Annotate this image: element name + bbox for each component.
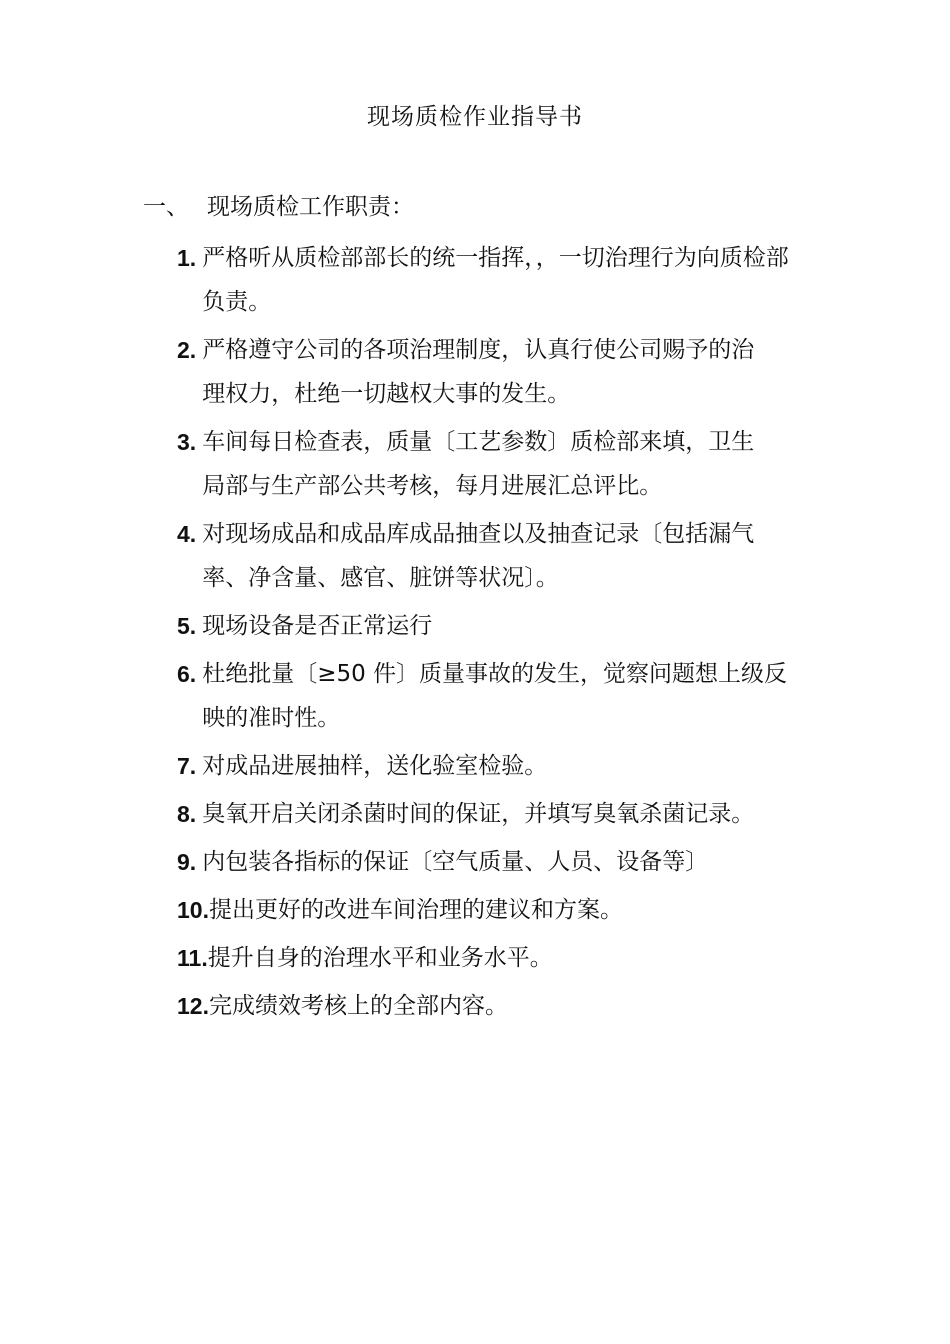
list-item xyxy=(177,328,817,416)
item-number: 7. xyxy=(177,753,197,779)
item-number: 9. xyxy=(177,849,197,875)
list-item xyxy=(177,888,817,932)
item-text: 提出更好的改进车间治理的建议和方案。 xyxy=(208,897,623,923)
item-text: 臭氧开启关闭杀菌时间的保证，并填写臭氧杀菌记录。 xyxy=(202,801,755,827)
list-item xyxy=(177,604,817,648)
item-text: 完成绩效考核上的全部内容。 xyxy=(208,993,508,1019)
list-item xyxy=(177,744,817,788)
list-item xyxy=(177,984,817,1028)
list-item xyxy=(177,840,817,884)
item-number: 2. xyxy=(177,337,197,363)
item-text: 提升自身的治理水平和业务水平。 xyxy=(207,945,553,971)
item-number: 1. xyxy=(177,245,197,271)
section-number: 一、 xyxy=(143,194,189,220)
item-number: 11. xyxy=(177,945,208,971)
list-item xyxy=(177,420,817,508)
item-number: 3. xyxy=(177,429,197,455)
item-number: 8. xyxy=(177,801,197,827)
list-item xyxy=(177,936,817,980)
duty-list xyxy=(177,236,817,1032)
item-text: 车间每日检查表，质量〔工艺参数〕质检部来填，卫生局部与生产部公共考核，每月进展汇总评比。 xyxy=(202,429,755,499)
item-number: 5. xyxy=(177,613,197,639)
list-item xyxy=(177,512,817,600)
item-text: 现场设备是否正常运行 xyxy=(202,613,433,639)
item-text: 对现场成品和成品库成品抽查以及抽查记录〔包括漏气率、净含量、感官、脏饼等状况〕。 xyxy=(202,521,755,591)
item-number: 10. xyxy=(177,897,209,923)
list-item xyxy=(177,792,817,836)
section-title: 现场质检工作职责： xyxy=(207,194,414,220)
item-text: 严格听从质检部部长的统一指挥，，一切治理行为向质检部负责。 xyxy=(202,245,789,315)
item-text: 杜绝批量〔≥50 件〕质量事故的发生，觉察问题想上级反映的准时性。 xyxy=(202,661,788,731)
document-title: 现场质检作业指导书 xyxy=(367,104,583,130)
list-item xyxy=(177,652,817,740)
item-number: 6. xyxy=(177,661,197,687)
item-number: 4. xyxy=(177,521,197,547)
list-item xyxy=(177,236,817,324)
item-text: 严格遵守公司的各项治理制度，认真行使公司赐予的治理权力，杜绝一切越权大事的发生。 xyxy=(202,337,755,407)
item-text: 对成品进展抽样，送化验室检验。 xyxy=(202,753,548,779)
section-heading xyxy=(143,190,414,224)
item-number: 12. xyxy=(177,993,209,1019)
item-text: 内包装各指标的保证〔空气质量、人员、设备等〕 xyxy=(202,849,709,875)
